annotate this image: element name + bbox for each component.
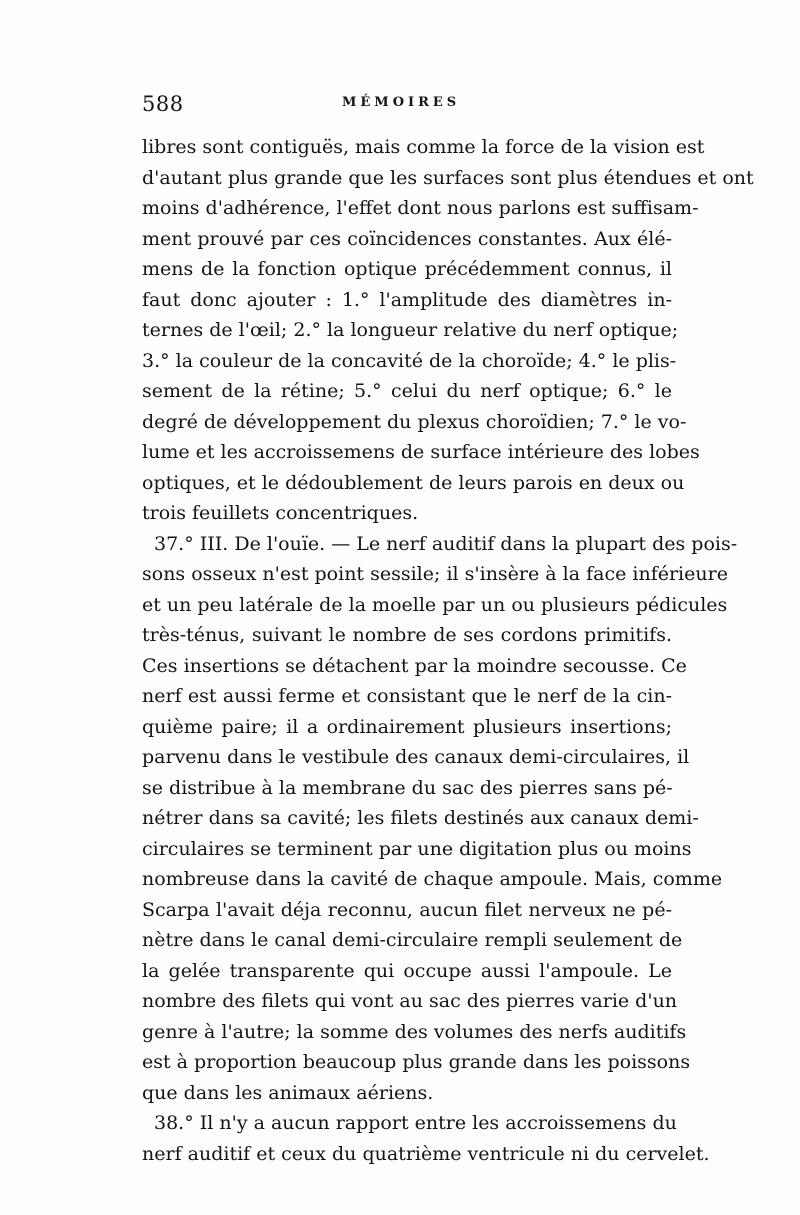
text-line: se distribue à la membrane du sac des pierres sans pé-	[142, 776, 673, 799]
paragraph-start-line: 38.° Il n'y a aucun rapport entre les accroissemens du	[154, 1112, 677, 1134]
text-line: nerf est aussi ferme et consistant que le nerf de la cin-	[142, 685, 672, 707]
text-line: 3.° la couleur de la concavité de la choroïde; 4.° le plis-	[142, 349, 677, 372]
text-line: nerf auditif et ceux du quatrième ventricule ni du cervelet.	[142, 1142, 710, 1165]
text-line: optiques, et le dédoublement de leurs parois en deux ou	[142, 471, 685, 494]
text-line: sement de la rétine; 5.° celui du nerf optique; 6.° le	[142, 380, 672, 402]
text-line: trois feuillets concentriques.	[142, 502, 419, 524]
running-head	[142, 92, 668, 122]
text-line: degré de développement du plexus choroïdien; 7.° le vo-	[142, 410, 687, 433]
text-line: sons osseux n'est point sessile; il s'insère à la face inférieure	[142, 563, 728, 585]
text-line: nètre dans le canal demi-circulaire rempli seulement de	[142, 929, 683, 951]
text-line: parvenu dans le vestibule des canaux demi-circulaires, il	[142, 746, 690, 768]
section-heading-line: 37.° III. De l'ouïe. — Le nerf auditif dans la plupart des pois-	[154, 532, 738, 555]
text-line: mens de la fonction optique précédemment connus, il	[142, 258, 672, 280]
text-line: que dans les animaux aériens.	[142, 1081, 434, 1104]
text-line: d'autant plus grande que les surfaces sont plus étendues et ont	[142, 166, 754, 189]
text-line: circulaires se terminent par une digitation plus ou moins	[142, 837, 692, 860]
text-line: moins d'adhérence, l'effet dont nous parlons est suffisam-	[142, 197, 699, 219]
text-line: nétrer dans sa cavité; les filets destinés aux canaux demi-	[142, 807, 699, 829]
text-line: faut donc ajouter : 1.° l'amplitude des diamètres in-	[142, 288, 672, 311]
text-line: libres sont contiguës, mais comme la force de la vision est	[142, 136, 705, 158]
text-line: et un peu latérale de la moelle par un ou plusieurs pédicules	[142, 593, 728, 616]
text-line: Scarpa l'avait déja reconnu, aucun filet nerveux ne pé-	[142, 898, 672, 921]
running-title: MÉMOIRES	[342, 95, 461, 110]
page-number: 588	[142, 92, 184, 116]
text-line: genre à l'autre; la somme des volumes des nerfs auditifs	[142, 1020, 687, 1043]
text-line: ment prouvé par ces coïncidences constantes. Aux élé-	[142, 227, 672, 250]
text-line: Ces insertions se détachent par la moindre secousse. Ce	[142, 654, 687, 677]
text-line: nombreuse dans la cavité de chaque ampoule. Mais, comme	[142, 868, 723, 890]
text-line: la gelée transparente qui occupe aussi l'ampoule. Le	[142, 959, 672, 982]
text-line: très-ténus, suivant le nombre de ses cordons primitifs.	[142, 624, 672, 646]
text-line: est à proportion beaucoup plus grande dans les poissons	[142, 1051, 691, 1073]
text-line: ternes de l'œil; 2.° la longueur relative du nerf optique;	[142, 319, 679, 341]
body-text	[142, 132, 754, 1169]
text-line: nombre des filets qui vont au sac des pierres varie d'un	[142, 990, 678, 1012]
text-line: lume et les accroissemens de surface intérieure des lobes	[142, 441, 700, 463]
text-line: quième paire; il a ordinairement plusieurs insertions;	[142, 715, 672, 738]
